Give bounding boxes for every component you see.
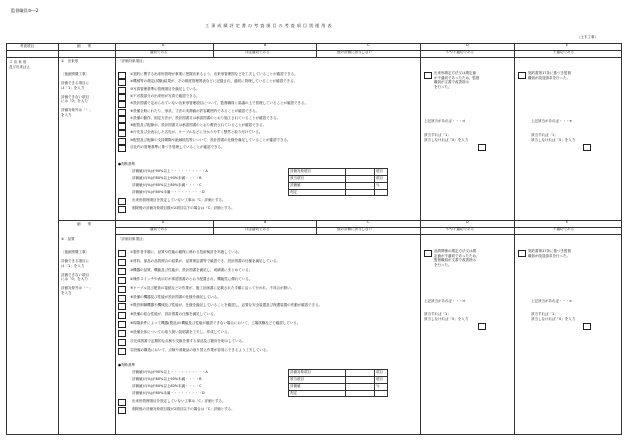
item-checkbox[interactable] <box>118 109 126 116</box>
item-checkbox[interactable] <box>118 286 126 293</box>
section2-side-instructions: 〔他細別優工事〕 評価できる項目に は「1」を入力 評価できない項目 には「0」を入力 評価対象外は「－」 を入力 <box>61 250 93 295</box>
col-divider <box>316 43 317 57</box>
section2-e-note2: 該当すれば「1」 該当しなければ「0」を入力 <box>531 312 576 321</box>
result-unit: 項目 <box>376 169 383 173</box>
section2-d-input[interactable] <box>478 323 486 330</box>
result-table-col-line <box>345 168 346 196</box>
item-checkbox[interactable] <box>118 87 126 94</box>
item-checkbox[interactable] <box>118 79 126 86</box>
grade-d-letter-2: D <box>466 220 469 224</box>
grade-e-letter: E <box>566 43 569 47</box>
col-divider <box>514 43 515 435</box>
item-checkbox[interactable] <box>118 277 126 284</box>
page-title: 工 事 成 績 評 定 書 の 考 査 項 目 の 考 査 項 目 別 運 用 表 <box>205 23 332 28</box>
criteria-title-2: ●判断基準 <box>118 363 136 367</box>
grade-c-desc-2: 他の評価に該当しない <box>337 227 372 231</box>
grade-a-letter-2: A <box>162 220 165 224</box>
criteria-row: 評価値が(%)が60%未満・・・・・・・・・D <box>132 391 205 395</box>
criteria-note2: 削除後の評価対象項目数が2項目以下の場合は「C」評価とする。 <box>132 206 235 210</box>
result-table-col-line <box>374 369 375 397</box>
evaluation-item: ①契約に関する出来形管理が事業に把握出来るよう、出来形管理図などを工夫していることが確認できる。 <box>130 72 298 76</box>
section1-head: 「評価対象項目」 <box>118 59 146 63</box>
criteria-row: 評価値が(%)が80%以上90%未満・・・・B <box>132 176 202 180</box>
result-unit: ％ <box>376 183 380 187</box>
evaluation-item: ②機械等の測定(試験)結果が、その都度管理図表などに記録され、適切に管理していることが確認できる。 <box>130 79 298 84</box>
grade-a-desc: 適切である <box>150 50 168 54</box>
grade-c-letter-2: C <box>367 220 370 224</box>
result-table-row-line <box>288 390 388 391</box>
section2-d-checkbox[interactable] <box>424 250 432 257</box>
item-checkbox[interactable] <box>118 130 126 137</box>
grade-d-desc: やや不適切である <box>446 50 474 54</box>
criteria-row: 評価値が(%)が90%以上・・・・・・・・・・A <box>132 169 208 173</box>
evaluation-item: ③写真管理基準の管理項目を満足している。 <box>130 86 200 91</box>
evaluation-item: ⑨現場条件によって機器(製品)の機能及び性能が確認できない場合において、工場試験などで確認している。 <box>130 321 301 326</box>
col-header-detail-2: 細 別 <box>77 222 91 226</box>
evaluation-item: ④不可視部分の出来形が写真で確認できる。 <box>130 93 200 98</box>
col-header-detail: 細 別 <box>77 44 91 48</box>
grade-a-letter: A <box>162 43 165 47</box>
section1-d-input[interactable] <box>478 144 486 151</box>
evaluation-item: ⑪完成図書で定期的な点検や交換を要する部品及び箇所を明示している。 <box>130 339 246 343</box>
grade-b-desc-2: ほぼ適切である <box>245 227 270 231</box>
item-checkbox[interactable] <box>118 330 126 337</box>
criteria-row: 評価値が(%)が60%未満・・・・・・・・・D <box>132 190 205 194</box>
header-divider <box>6 57 622 58</box>
col-header-item: 考査項目 <box>20 44 34 48</box>
evaluation-item: ⑪社内の管理基準に基づき管理していることが確認できる。 <box>130 145 225 149</box>
header-divider <box>6 50 622 51</box>
section1-e-input[interactable] <box>583 144 591 151</box>
grade-b-desc: ほぼ適切である <box>245 50 270 54</box>
evaluation-item: ⑥設備全般にわたり、形状、寸法の実測値が許容範囲内であることが確認できる。 <box>130 108 260 113</box>
result-table-row-line <box>288 189 388 190</box>
evaluation-item: ⑩設備全体についての取り扱い説明書を工夫し、作成している。 <box>130 330 232 335</box>
section1-side-instructions: 〔他細別優工事〕 評価できる項目に は「1」を入力 評価できない項目 には「0」を入力 評価対象外は「－」 を入力 <box>61 72 93 117</box>
criteria-note2-checkbox-2[interactable] <box>118 407 126 414</box>
evaluation-item: ⑤設計図書で定められていない出来形管理項目について、監督職員と協議の上で管理していることが確認できる。 <box>130 101 308 106</box>
section2-head: 「評価対象項目」 <box>118 237 146 241</box>
grade-e-letter-2: E <box>566 220 569 224</box>
evaluation-item: ⑩配管及び配線の支持間隔や絶縁抵抗等について、設計図書の仕様を満足していることが確認できる。 <box>130 137 291 142</box>
evaluation-item: ②材料、部品の品質照合の結果が、品質保証書等で確認でき、設計図書の仕様を満足している。 <box>130 258 280 263</box>
criteria-title: ●判断基準 <box>118 162 136 166</box>
section1-detail: ① 出来形 <box>61 59 79 63</box>
evaluation-item: ⑧設備の総合性能が、設計図書の仕様を満足している。 <box>130 312 218 317</box>
evaluation-item: ④操作スイッチや表示灯が承認図書のとおり配置され、機能性に優れている。 <box>130 276 253 281</box>
result-table-row-line <box>288 383 388 384</box>
result-label: 評価対象項目 <box>290 169 311 173</box>
section1-d-checkbox[interactable] <box>424 72 432 79</box>
col-divider <box>420 43 421 435</box>
section1-d-note: 上記該当があれば・・・d <box>424 119 465 123</box>
section2-e-input[interactable] <box>583 323 591 330</box>
result-unit: 項目 <box>376 370 383 374</box>
section2-detail: ② 品質 <box>61 237 75 241</box>
item-checkbox[interactable] <box>118 259 126 266</box>
item-name: ３ 出 来 形 及び出来ばえ <box>9 60 30 69</box>
result-table-col-line <box>345 369 346 397</box>
item-checkbox[interactable] <box>118 339 126 346</box>
col-divider <box>115 43 116 435</box>
criteria-row: 評価値が(%)が90%以上・・・・・・・・・・A <box>132 370 208 374</box>
section2-d-note2: 該当すれば「1」 該当しなければ「0」を入力 <box>424 312 469 321</box>
item-checkbox[interactable] <box>118 321 126 328</box>
grade-c-desc: 他の評価に該当しない <box>337 50 372 54</box>
result-label: 評価値 <box>290 183 301 187</box>
evaluation-item: ③機器の品質、機能及び性能が、設計図書を満足し、成績書にまとめている。 <box>130 267 253 272</box>
grade-d-desc-2: やや不適切である <box>446 227 474 231</box>
criteria-note1-checkbox-2[interactable] <box>118 399 126 406</box>
grade-b-letter-2: B <box>264 220 267 224</box>
result-label: 該当項目 <box>290 377 304 381</box>
section1-d-box: 出来形測定方法又は測定値 が不適切であったため、監督 職員が文書で改善指示 を行った。 <box>434 71 480 89</box>
criteria-note2-2: 削除後の評価対象項目数が2項目以下の場合は「C」評価とする。 <box>132 407 235 411</box>
grade-a-desc-2: 適切である <box>150 227 168 231</box>
evaluation-item: ⑤ケーブル及び配管の接続などの作業が、施工計画書に記載された手順に沿って行われ、不具合が無い。 <box>130 285 295 290</box>
grade-c-letter: C <box>367 43 370 47</box>
section1-e-note: 上記該当があれば・・・e <box>531 119 572 123</box>
result-label: 判定 <box>290 391 297 395</box>
criteria-note1-checkbox[interactable] <box>118 198 126 205</box>
result-label: 評価値 <box>290 384 301 388</box>
evaluation-item: ⑫設備の構造において、点検や消耗品の取り替え作業が容易にできるよう工夫している。 <box>130 347 270 352</box>
item-checkbox[interactable] <box>118 268 126 275</box>
col-divider <box>213 220 214 234</box>
section1-e-checkbox[interactable] <box>518 72 526 79</box>
col-divider <box>316 220 317 234</box>
grade-e-desc: 不適切である <box>553 50 574 54</box>
item-checkbox[interactable] <box>118 72 126 79</box>
section1-d-note2: 該当すれば「1」 該当しなければ「0」を入力 <box>424 133 469 142</box>
evaluation-item: ①製作者手順に、品質や性能の確保に係わる技術検討を実施している。 <box>130 250 242 254</box>
item-checkbox[interactable] <box>118 123 126 130</box>
item-checkbox[interactable] <box>118 145 126 152</box>
result-label: 判定 <box>290 190 297 194</box>
section-divider <box>58 220 622 221</box>
grade-e-desc-2: 不適切である <box>553 227 574 231</box>
criteria-note1-2: 出来形管理項目を設定していない工事は「C」評価とする。 <box>132 399 226 403</box>
result-label: 評価対象項目 <box>290 370 311 374</box>
section-divider <box>115 234 622 235</box>
item-checkbox[interactable] <box>118 94 126 101</box>
result-label: 該当項目 <box>290 176 304 180</box>
result-unit: 項目 <box>376 377 383 381</box>
result-table-row-line <box>288 182 388 183</box>
result-unit: ％ <box>376 384 380 388</box>
result-unit: 項目 <box>376 176 383 180</box>
item-checkbox[interactable] <box>118 138 126 145</box>
criteria-row: 評価値が(%)が60%以上80%未満・・・・C <box>132 183 202 187</box>
criteria-row: 評価値が(%)が80%以上90%未満・・・・B <box>132 377 202 381</box>
evaluation-item: ⑥設備の機器及び性能が設計図書の仕様を満足している。 <box>130 294 221 299</box>
item-checkbox[interactable] <box>118 312 126 319</box>
section1-e-box: 契約書第17条に基づき監督 職員が改造請求を行った。 <box>528 71 571 80</box>
doc-code: 監督職員③―2 <box>11 8 39 13</box>
section1-e-note2: 該当すれば「1」 該当しなければ「0」を入力 <box>531 133 576 142</box>
result-table-col-line <box>374 168 375 196</box>
criteria-note2-checkbox[interactable] <box>118 206 126 213</box>
grade-b-letter: B <box>264 43 267 47</box>
evaluation-item: ⑧配管及び配線が、設計図書又は承諾図書のとおり敷設されていることが確認できる。 <box>130 123 267 128</box>
col-divider <box>58 43 59 435</box>
section2-e-note: 上記該当があれば・・・e <box>531 299 572 303</box>
unit-label: （土木工事） <box>577 35 598 39</box>
evaluation-item: ⑦設備の動作、固定方法が、設計図書又は承諾図書のとおり施工されていることが確認できる。 <box>130 115 281 120</box>
evaluation-item: ⑦既設制御機器や機械及び性能が、仕様を満足していることを確認し、必要な安全装置及び保護装置の作動が確認できる。 <box>130 303 323 308</box>
item-checkbox[interactable] <box>118 303 126 310</box>
section2-d-box: 品質関係の測定方法又は測 定値が不適切であったため、 監督職員が文書で改善指示 を行った。 <box>434 249 480 267</box>
item-checkbox[interactable] <box>118 348 126 355</box>
item-checkbox[interactable] <box>118 101 126 108</box>
grade-d-letter: D <box>466 43 469 47</box>
item-checkbox[interactable] <box>118 250 126 257</box>
section2-e-box: 契約書第17条に基づき監督 職員が改造請求を行った。 <box>528 249 571 258</box>
evaluation-item: ⑨行先及び全表示した名札が、ケーブルなどに分かりやすく整然と取り付けている。 <box>130 130 263 135</box>
item-checkbox[interactable] <box>118 295 126 302</box>
section2-e-checkbox[interactable] <box>518 250 526 257</box>
item-checkbox[interactable] <box>118 116 126 123</box>
criteria-note1: 出来形管理項目を設定していない工事は「C」評価とする。 <box>132 198 226 202</box>
criteria-row: 評価値が(%)が60%以上80%未満・・・・C <box>132 384 202 388</box>
section2-d-note: 上記該当があれば・・・d <box>424 299 465 303</box>
col-divider <box>213 43 214 57</box>
